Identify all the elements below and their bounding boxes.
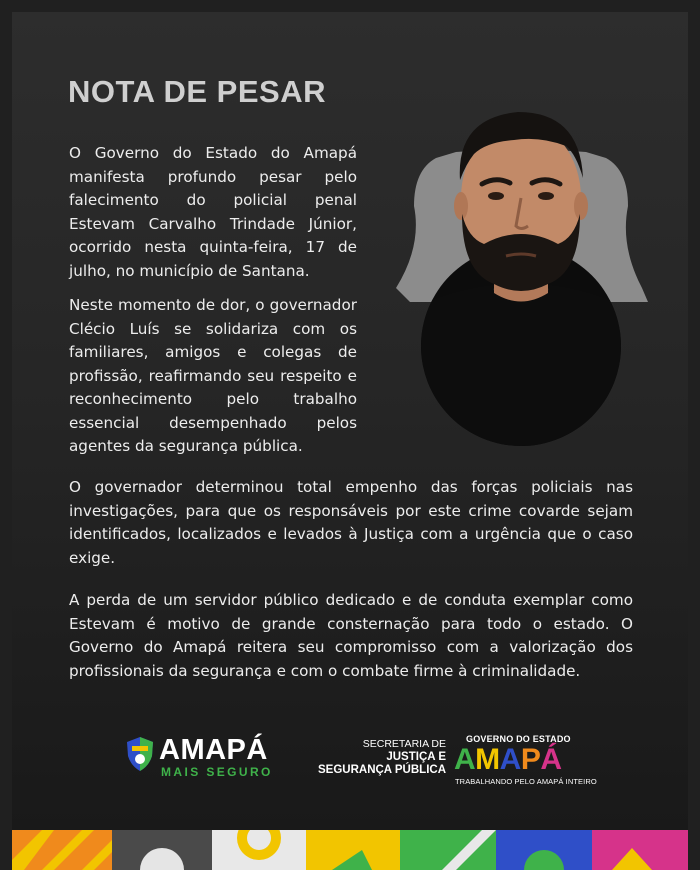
decorative-pattern-strip	[12, 830, 688, 870]
amapa-mais-seguro-logo	[125, 734, 285, 782]
paragraph-2: Neste momento de dor, o governador Clécio Luís se solidariza com os familiares, amigos e colegas de profissão, reafirmando seu respeito e reconhecimento pelo trabalho essencial desempenhado pelos agentes da segurança pública.	[69, 296, 357, 455]
governo-amapa-letter: Á	[540, 743, 562, 776]
secretaria-line-2: JUSTIÇA E	[386, 751, 446, 763]
governo-amapa-letters	[454, 743, 562, 776]
governo-amapa-letter: A	[499, 743, 521, 776]
secretaria-logo	[300, 738, 446, 777]
secretaria-line-3: SEGURANÇA PÚBLICA	[318, 764, 446, 776]
shield-emblem-icon	[125, 736, 155, 772]
governo-amapa-letter: M	[475, 743, 500, 776]
mais-seguro-label: MAIS SEGURO	[161, 765, 273, 779]
amapa-word: AMAPÁ	[159, 734, 268, 766]
governo-amapa-letter: P	[520, 743, 541, 776]
governo-top-label: GOVERNO DO ESTADO	[466, 734, 571, 744]
police-badge-icon	[390, 88, 652, 448]
governo-amapa-letter: A	[454, 743, 476, 776]
paragraph-1: O Governo do Estado do Amapá manifesta profundo pesar pelo falecimento do policial penal Estevam Carvalho Trindade Júnior, ocorrido nesta quinta-feira, 17 de julho, no município de Santana.	[69, 144, 357, 280]
governo-amapa-word	[454, 745, 562, 775]
secretaria-line-1: SECRETARIA DE	[362, 738, 446, 750]
governo-tagline: TRABALHANDO PELO AMAPÁ INTEIRO	[455, 777, 597, 786]
paragraph-3: O governador determinou total empenho das forças policiais nas investigações, para que os responsáveis por este crime covarde sejam identificados, localizados e levados à Justiça com a urgência que o caso exige.	[69, 478, 633, 567]
paragraph-4: A perda de um servidor público dedicado e de conduta exemplar como Estevam é motivo de grande consternação para todo o estado. O Governo do Amapá reitera seu compromisso com a valorização dos profissionais da segurança e com o combate firme à criminalidade.	[69, 591, 633, 680]
page-title: NOTA DE PESAR	[68, 74, 326, 109]
governo-amapa-logo	[454, 734, 597, 786]
badge-portrait	[390, 88, 652, 448]
